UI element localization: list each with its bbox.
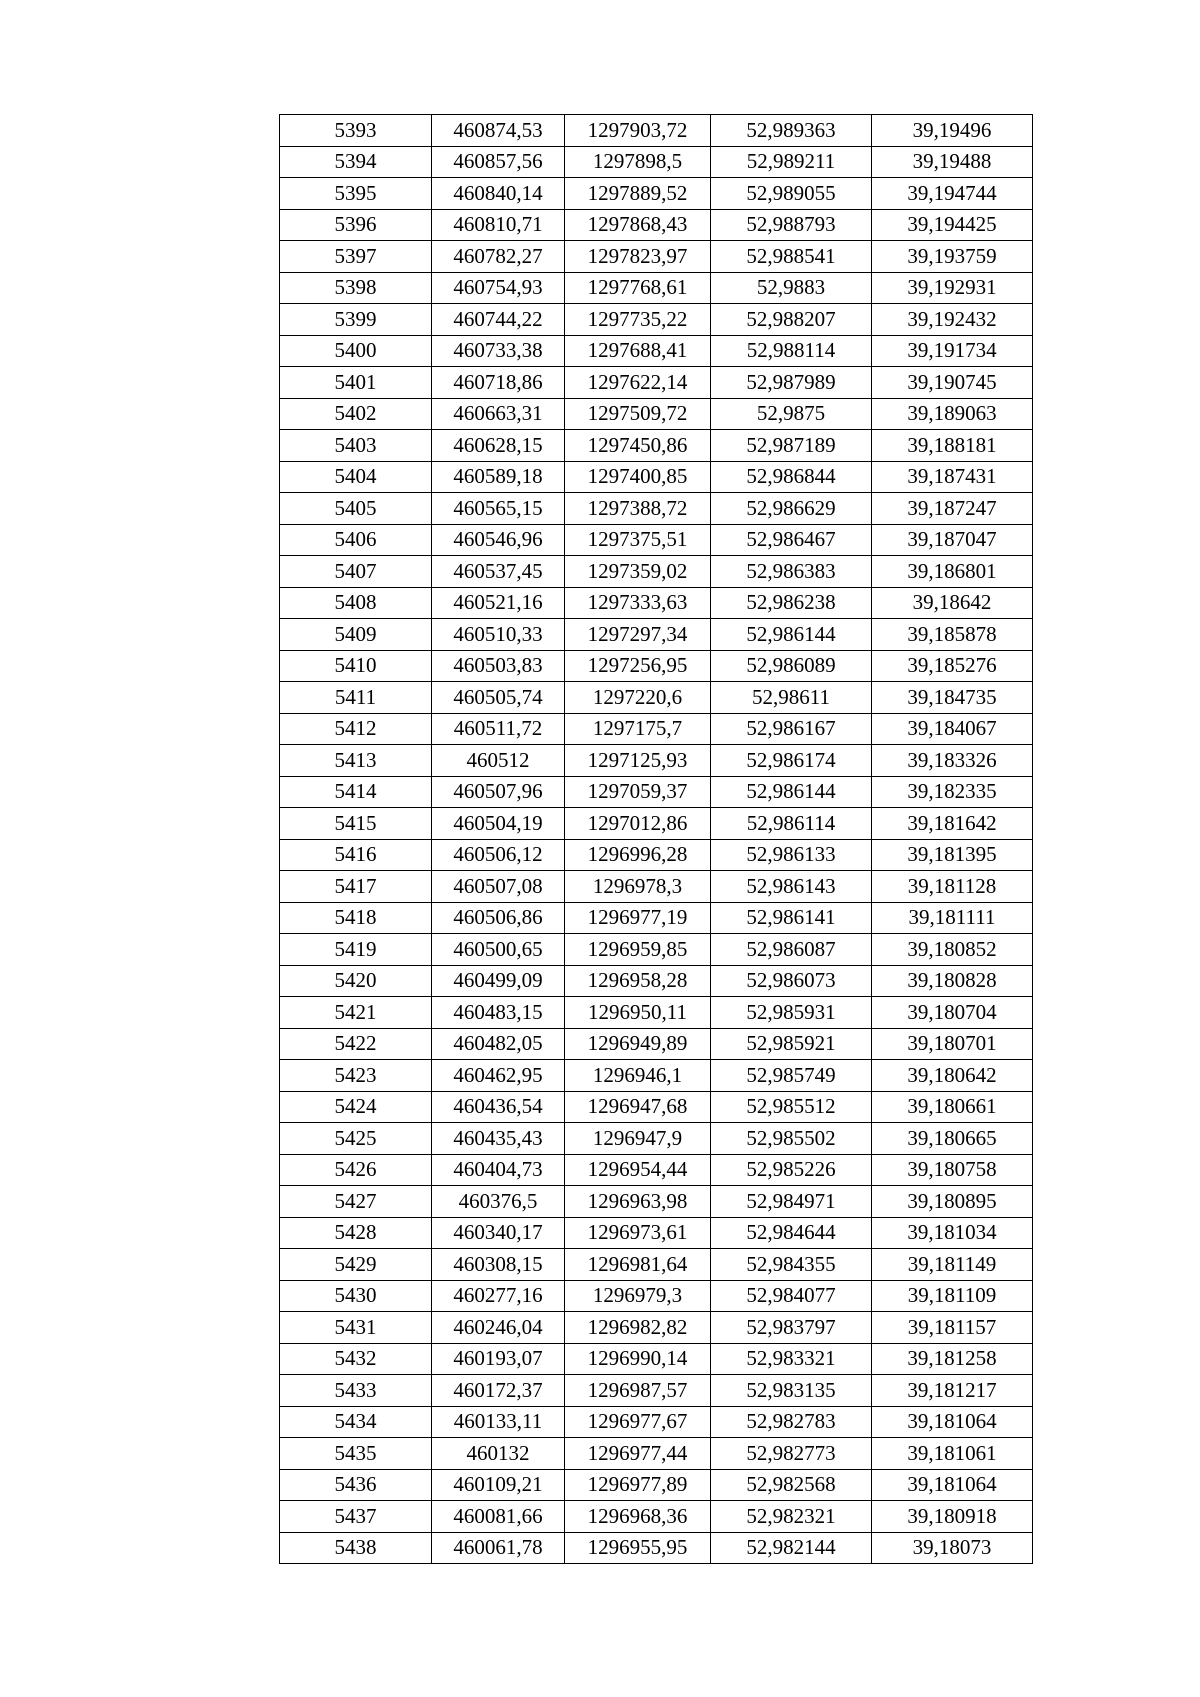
table-cell: 460436,54 (432, 1091, 565, 1123)
table-cell: 1296949,89 (565, 1028, 711, 1060)
table-cell: 460782,27 (432, 241, 565, 273)
table-cell: 39,180665 (872, 1123, 1033, 1155)
table-cell: 52,986844 (711, 461, 872, 493)
table-row (280, 682, 1033, 714)
table-cell: 460193,07 (432, 1343, 565, 1375)
table-cell: 460340,17 (432, 1217, 565, 1249)
table-row (280, 335, 1033, 367)
table-cell: 460512 (432, 745, 565, 777)
table-cell: 1297297,34 (565, 619, 711, 651)
coordinates-table-body (280, 115, 1033, 1564)
table-cell: 5393 (280, 115, 432, 147)
table-cell: 39,18642 (872, 587, 1033, 619)
table-cell: 5405 (280, 493, 432, 525)
table-cell: 1296946,1 (565, 1060, 711, 1092)
table-row (280, 1312, 1033, 1344)
table-cell: 460505,74 (432, 682, 565, 714)
table-row (280, 115, 1033, 147)
table-cell: 52,987189 (711, 430, 872, 462)
table-cell: 460081,66 (432, 1501, 565, 1533)
table-cell: 1296958,28 (565, 965, 711, 997)
table-cell: 52,982773 (711, 1438, 872, 1470)
table-cell: 39,181064 (872, 1406, 1033, 1438)
table-cell: 39,181109 (872, 1280, 1033, 1312)
table-cell: 5409 (280, 619, 432, 651)
table-cell: 5403 (280, 430, 432, 462)
table-cell: 460376,5 (432, 1186, 565, 1218)
table-cell: 460521,16 (432, 587, 565, 619)
table-row (280, 241, 1033, 273)
table-row (280, 587, 1033, 619)
table-cell: 52,988207 (711, 304, 872, 336)
table-cell: 39,191734 (872, 335, 1033, 367)
table-cell: 5400 (280, 335, 432, 367)
table-cell: 460546,96 (432, 524, 565, 556)
table-cell: 460503,83 (432, 650, 565, 682)
table-cell: 460462,95 (432, 1060, 565, 1092)
table-cell: 460810,71 (432, 209, 565, 241)
table-row (280, 1501, 1033, 1533)
table-cell: 39,181034 (872, 1217, 1033, 1249)
table-cell: 5427 (280, 1186, 432, 1218)
table-cell: 52,9883 (711, 272, 872, 304)
table-cell: 52,989055 (711, 178, 872, 210)
table-cell: 460504,19 (432, 808, 565, 840)
table-row (280, 1406, 1033, 1438)
table-cell: 52,987989 (711, 367, 872, 399)
table-row (280, 398, 1033, 430)
table-cell: 460565,15 (432, 493, 565, 525)
table-cell: 1296977,19 (565, 902, 711, 934)
table-cell: 5436 (280, 1469, 432, 1501)
table-cell: 39,18073 (872, 1532, 1033, 1564)
table-cell: 1297059,37 (565, 776, 711, 808)
table-cell: 39,187047 (872, 524, 1033, 556)
table-cell: 52,988793 (711, 209, 872, 241)
table-cell: 52,9875 (711, 398, 872, 430)
table-cell: 5395 (280, 178, 432, 210)
table-cell: 1296955,95 (565, 1532, 711, 1564)
table-cell: 460507,96 (432, 776, 565, 808)
table-cell: 39,180828 (872, 965, 1033, 997)
table-cell: 1296968,36 (565, 1501, 711, 1533)
table-cell: 1296977,89 (565, 1469, 711, 1501)
table-row (280, 1375, 1033, 1407)
table-cell: 1297125,93 (565, 745, 711, 777)
table-cell: 5416 (280, 839, 432, 871)
table-cell: 1296963,98 (565, 1186, 711, 1218)
table-row (280, 1091, 1033, 1123)
table-cell: 1297823,97 (565, 241, 711, 273)
table-cell: 5417 (280, 871, 432, 903)
table-cell: 1297735,22 (565, 304, 711, 336)
table-cell: 5394 (280, 146, 432, 178)
table-cell: 460133,11 (432, 1406, 565, 1438)
table-cell: 5431 (280, 1312, 432, 1344)
table-cell: 39,180852 (872, 934, 1033, 966)
table-cell: 1297509,72 (565, 398, 711, 430)
table-cell: 5411 (280, 682, 432, 714)
table-cell: 5435 (280, 1438, 432, 1470)
table-cell: 39,185276 (872, 650, 1033, 682)
table-row (280, 839, 1033, 871)
table-cell: 460500,65 (432, 934, 565, 966)
table-cell: 460308,15 (432, 1249, 565, 1281)
table-cell: 5406 (280, 524, 432, 556)
table-cell: 39,180642 (872, 1060, 1033, 1092)
table-cell: 5421 (280, 997, 432, 1029)
table-cell: 52,989211 (711, 146, 872, 178)
table-cell: 460733,38 (432, 335, 565, 367)
table-cell: 39,181111 (872, 902, 1033, 934)
table-cell: 52,985921 (711, 1028, 872, 1060)
table-cell: 39,19496 (872, 115, 1033, 147)
table-cell: 39,181642 (872, 808, 1033, 840)
table-cell: 52,988114 (711, 335, 872, 367)
table-row (280, 965, 1033, 997)
table-cell: 1297256,95 (565, 650, 711, 682)
table-cell: 52,982144 (711, 1532, 872, 1564)
table-cell: 1297898,5 (565, 146, 711, 178)
table-cell: 5433 (280, 1375, 432, 1407)
table-cell: 1296996,28 (565, 839, 711, 871)
table-cell: 39,183326 (872, 745, 1033, 777)
table-row (280, 808, 1033, 840)
table-cell: 5415 (280, 808, 432, 840)
table-cell: 39,194744 (872, 178, 1033, 210)
table-cell: 460061,78 (432, 1532, 565, 1564)
table-cell: 1297359,02 (565, 556, 711, 588)
table-cell: 52,984971 (711, 1186, 872, 1218)
table-cell: 5423 (280, 1060, 432, 1092)
table-row (280, 1469, 1033, 1501)
table-row (280, 304, 1033, 336)
table-cell: 5434 (280, 1406, 432, 1438)
table-row (280, 430, 1033, 462)
table-row (280, 209, 1033, 241)
table-cell: 460109,21 (432, 1469, 565, 1501)
table-cell: 5438 (280, 1532, 432, 1564)
table-cell: 460874,53 (432, 115, 565, 147)
table-cell: 5413 (280, 745, 432, 777)
table-cell: 5420 (280, 965, 432, 997)
table-cell: 39,182335 (872, 776, 1033, 808)
table-row (280, 934, 1033, 966)
table-row (280, 650, 1033, 682)
table-cell: 460511,72 (432, 713, 565, 745)
table-cell: 5396 (280, 209, 432, 241)
table-cell: 1297012,86 (565, 808, 711, 840)
table-cell: 460483,15 (432, 997, 565, 1029)
table-cell: 39,180895 (872, 1186, 1033, 1218)
table-cell: 52,985512 (711, 1091, 872, 1123)
table-cell: 39,180704 (872, 997, 1033, 1029)
table-cell: 52,986089 (711, 650, 872, 682)
table-cell: 460172,37 (432, 1375, 565, 1407)
table-cell: 460537,45 (432, 556, 565, 588)
table-cell: 460507,08 (432, 871, 565, 903)
table-cell: 1296977,67 (565, 1406, 711, 1438)
table-cell: 460132 (432, 1438, 565, 1470)
table-cell: 52,986087 (711, 934, 872, 966)
table-cell: 460499,09 (432, 965, 565, 997)
table-cell: 52,982783 (711, 1406, 872, 1438)
table-cell: 5418 (280, 902, 432, 934)
table-cell: 5407 (280, 556, 432, 588)
table-cell: 460663,31 (432, 398, 565, 430)
table-cell: 52,983135 (711, 1375, 872, 1407)
table-row (280, 1123, 1033, 1155)
table-cell: 39,19488 (872, 146, 1033, 178)
table-cell: 1297688,41 (565, 335, 711, 367)
table-row (280, 272, 1033, 304)
table-cell: 39,181064 (872, 1469, 1033, 1501)
table-row (280, 902, 1033, 934)
table-cell: 52,982321 (711, 1501, 872, 1533)
table-row (280, 1532, 1033, 1564)
table-cell: 52,986238 (711, 587, 872, 619)
table-cell: 52,984077 (711, 1280, 872, 1312)
table-cell: 1296978,3 (565, 871, 711, 903)
table-cell: 52,986467 (711, 524, 872, 556)
table-cell: 52,986144 (711, 776, 872, 808)
table-cell: 5410 (280, 650, 432, 682)
table-cell: 1297903,72 (565, 115, 711, 147)
table-cell: 39,181157 (872, 1312, 1033, 1344)
table-row (280, 1280, 1033, 1312)
table-cell: 39,186801 (872, 556, 1033, 588)
table-cell: 52,982568 (711, 1469, 872, 1501)
table-row (280, 1060, 1033, 1092)
table-cell: 52,988541 (711, 241, 872, 273)
table-cell: 5422 (280, 1028, 432, 1060)
table-cell: 52,986073 (711, 965, 872, 997)
table-cell: 460857,56 (432, 146, 565, 178)
table-cell: 5429 (280, 1249, 432, 1281)
table-cell: 5412 (280, 713, 432, 745)
table-row (280, 1186, 1033, 1218)
table-cell: 39,180758 (872, 1154, 1033, 1186)
table-cell: 1297868,43 (565, 209, 711, 241)
table-cell: 39,180701 (872, 1028, 1033, 1060)
table-cell: 460840,14 (432, 178, 565, 210)
table-cell: 39,180661 (872, 1091, 1033, 1123)
table-row (280, 493, 1033, 525)
table-cell: 1297175,7 (565, 713, 711, 745)
table-cell: 5397 (280, 241, 432, 273)
table-cell: 460404,73 (432, 1154, 565, 1186)
table-cell: 52,985226 (711, 1154, 872, 1186)
table-cell: 5437 (280, 1501, 432, 1533)
table-cell: 460506,12 (432, 839, 565, 871)
table-cell: 5402 (280, 398, 432, 430)
table-cell: 5428 (280, 1217, 432, 1249)
table-cell: 52,985931 (711, 997, 872, 1029)
table-cell: 52,986144 (711, 619, 872, 651)
table-cell: 52,984644 (711, 1217, 872, 1249)
table-cell: 52,986383 (711, 556, 872, 588)
table-cell: 5408 (280, 587, 432, 619)
table-cell: 460589,18 (432, 461, 565, 493)
table-row (280, 619, 1033, 651)
table-cell: 1296977,44 (565, 1438, 711, 1470)
table-cell: 52,985749 (711, 1060, 872, 1092)
table-cell: 5399 (280, 304, 432, 336)
table-cell: 1297400,85 (565, 461, 711, 493)
table-cell: 460482,05 (432, 1028, 565, 1060)
table-cell: 39,181217 (872, 1375, 1033, 1407)
table-cell: 1296950,11 (565, 997, 711, 1029)
table-cell: 5425 (280, 1123, 432, 1155)
table-cell: 1297375,51 (565, 524, 711, 556)
table-cell: 52,986133 (711, 839, 872, 871)
table-row (280, 1154, 1033, 1186)
table-cell: 52,986114 (711, 808, 872, 840)
table-cell: 5404 (280, 461, 432, 493)
table-cell: 460277,16 (432, 1280, 565, 1312)
table-cell: 52,983797 (711, 1312, 872, 1344)
table-cell: 460510,33 (432, 619, 565, 651)
table-cell: 5432 (280, 1343, 432, 1375)
table-cell: 52,986167 (711, 713, 872, 745)
table-cell: 5414 (280, 776, 432, 808)
table-row (280, 1343, 1033, 1375)
table-row (280, 461, 1033, 493)
table-row (280, 556, 1033, 588)
table-cell: 39,181258 (872, 1343, 1033, 1375)
table-row (280, 1438, 1033, 1470)
table-row (280, 1028, 1033, 1060)
table-cell: 1296987,57 (565, 1375, 711, 1407)
table-cell: 39,181061 (872, 1438, 1033, 1470)
table-cell: 5424 (280, 1091, 432, 1123)
table-cell: 39,192432 (872, 304, 1033, 336)
table-cell: 5398 (280, 272, 432, 304)
table-cell: 52,98611 (711, 682, 872, 714)
table-cell: 5419 (280, 934, 432, 966)
table-cell: 39,194425 (872, 209, 1033, 241)
table-cell: 39,188181 (872, 430, 1033, 462)
table-cell: 1296982,82 (565, 1312, 711, 1344)
table-cell: 460754,93 (432, 272, 565, 304)
table-row (280, 178, 1033, 210)
table-cell: 39,193759 (872, 241, 1033, 273)
table-row (280, 745, 1033, 777)
table-cell: 39,192931 (872, 272, 1033, 304)
table-row (280, 146, 1033, 178)
table-cell: 5426 (280, 1154, 432, 1186)
table-cell: 1296947,68 (565, 1091, 711, 1123)
table-cell: 52,986143 (711, 871, 872, 903)
table-cell: 39,184067 (872, 713, 1033, 745)
table-row (280, 1249, 1033, 1281)
coordinates-table (279, 114, 1033, 1564)
table-cell: 39,190745 (872, 367, 1033, 399)
table-cell: 460435,43 (432, 1123, 565, 1155)
table-cell: 5430 (280, 1280, 432, 1312)
table-cell: 1296959,85 (565, 934, 711, 966)
table-cell: 1297889,52 (565, 178, 711, 210)
table-cell: 39,181395 (872, 839, 1033, 871)
table-cell: 52,986629 (711, 493, 872, 525)
table-cell: 460506,86 (432, 902, 565, 934)
table-row (280, 997, 1033, 1029)
table-row (280, 524, 1033, 556)
table-cell: 52,986174 (711, 745, 872, 777)
table-row (280, 367, 1033, 399)
table-cell: 1296990,14 (565, 1343, 711, 1375)
table-row (280, 713, 1033, 745)
table-cell: 1296973,61 (565, 1217, 711, 1249)
table-cell: 460246,04 (432, 1312, 565, 1344)
table-cell: 39,185878 (872, 619, 1033, 651)
table-cell: 1296947,9 (565, 1123, 711, 1155)
table-cell: 39,181149 (872, 1249, 1033, 1281)
table-row (280, 1217, 1033, 1249)
table-cell: 460718,86 (432, 367, 565, 399)
table-row (280, 871, 1033, 903)
table-cell: 5401 (280, 367, 432, 399)
table-cell: 52,984355 (711, 1249, 872, 1281)
table-cell: 1297450,86 (565, 430, 711, 462)
table-cell: 1296981,64 (565, 1249, 711, 1281)
table-cell: 1297333,63 (565, 587, 711, 619)
table-cell: 52,986141 (711, 902, 872, 934)
table-cell: 39,187431 (872, 461, 1033, 493)
table-cell: 460744,22 (432, 304, 565, 336)
table-cell: 39,184735 (872, 682, 1033, 714)
table-cell: 39,180918 (872, 1501, 1033, 1533)
table-cell: 39,181128 (872, 871, 1033, 903)
table-cell: 1297388,72 (565, 493, 711, 525)
table-cell: 52,983321 (711, 1343, 872, 1375)
table-row (280, 776, 1033, 808)
table-cell: 39,187247 (872, 493, 1033, 525)
table-cell: 52,985502 (711, 1123, 872, 1155)
table-cell: 1297768,61 (565, 272, 711, 304)
table-cell: 460628,15 (432, 430, 565, 462)
table-cell: 1296954,44 (565, 1154, 711, 1186)
table-cell: 1296979,3 (565, 1280, 711, 1312)
table-cell: 1297220,6 (565, 682, 711, 714)
table-cell: 1297622,14 (565, 367, 711, 399)
table-cell: 52,989363 (711, 115, 872, 147)
table-cell: 39,189063 (872, 398, 1033, 430)
